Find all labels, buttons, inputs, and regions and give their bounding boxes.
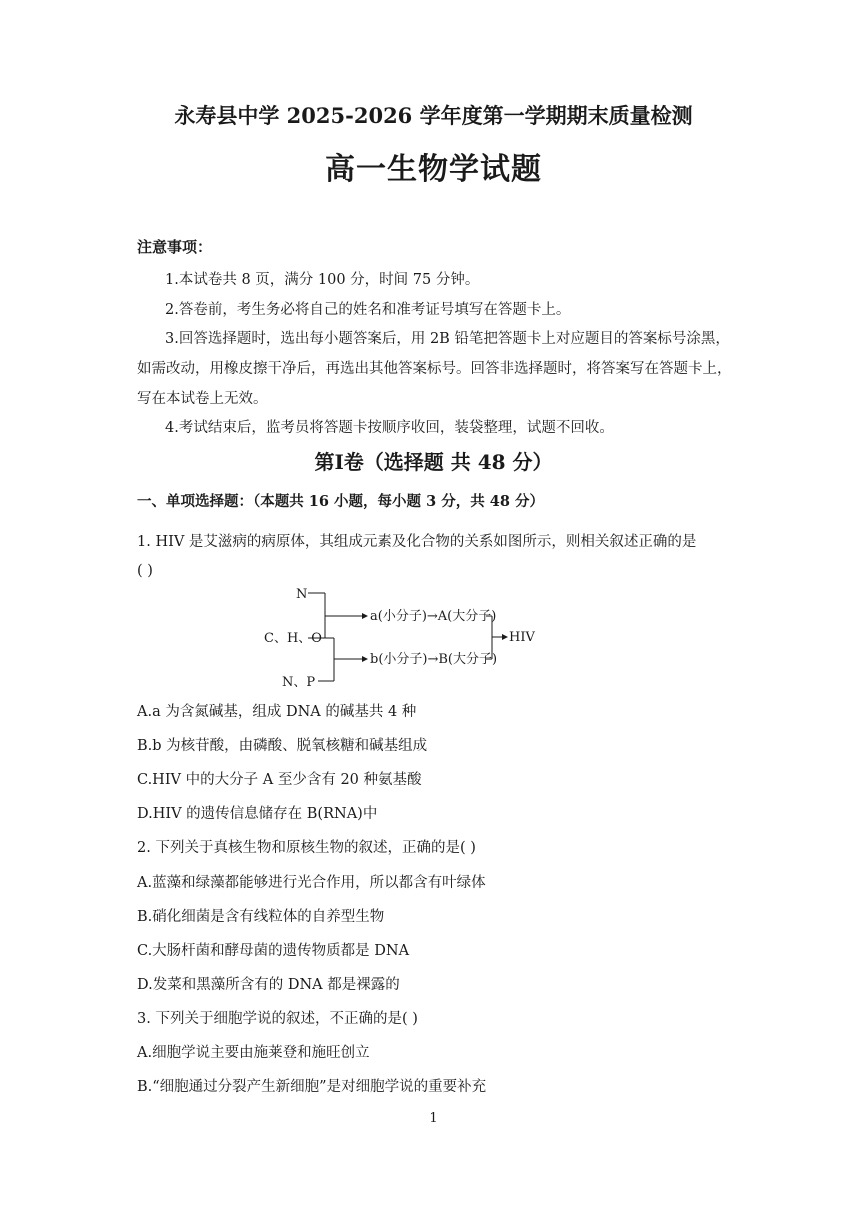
notice-item-3-line-3: 写在本试卷上无效。	[137, 391, 268, 407]
question-1-stem: 1. HIV 是艾滋病的病原体，其组成元素及化合物的关系如图所示，则相关叙述正确的是	[137, 534, 697, 550]
question-3-option-a: A.细胞学说主要由施莱登和施旺创立	[137, 1045, 370, 1061]
diagram-label-np: N、P	[282, 675, 316, 690]
question-1-option-a: A.a 为含氮碱基，组成 DNA 的碱基共 4 种	[137, 704, 417, 720]
diagram-label-hiv: HIV	[509, 630, 535, 645]
diagram-label-cho: C、H、O	[264, 631, 322, 646]
notice-item-1: 1.本试卷共 8 页，满分 100 分，时间 75 分钟。	[165, 272, 480, 288]
question-3-stem: 3. 下列关于细胞学说的叙述，不正确的是( )	[137, 1011, 418, 1027]
section-title: 第Ⅰ卷（选择题 共 48 分）	[314, 450, 553, 474]
question-3-option-b: B.“细胞通过分裂产生新细胞”是对细胞学说的重要补充	[137, 1079, 487, 1095]
diagram-row-a: a(小分子)→A(大分子)	[370, 609, 497, 624]
notice-item-2: 2.答卷前，考生务必将自己的姓名和准考证号填写在答题卡上。	[165, 302, 571, 318]
notice-item-3-line-1: 3.回答选择题时，选出每小题答案后，用 2B 铅笔把答题卡上对应题目的答案标号涂黑，	[165, 331, 730, 347]
part-title: 一、单项选择题：（本题共 16 小题，每小题 3 分，共 48 分）	[137, 493, 544, 510]
question-2-stem: 2. 下列关于真核生物和原核生物的叙述，正确的是( )	[137, 840, 476, 856]
question-2-option-a: A.蓝藻和绿藻都能够进行光合作用，所以都含有叶绿体	[137, 875, 486, 891]
notice-heading: 注意事项：	[137, 238, 213, 256]
question-2-option-b: B.硝化细菌是含有线粒体的自养型生物	[137, 909, 385, 925]
question-2-option-d: D.发菜和黑藻所含有的 DNA 都是裸露的	[137, 977, 400, 993]
school-exam-title: 永寿县中学 2025-2026 学年度第一学期期末质量检测	[174, 103, 693, 128]
question-1-option-c: C.HIV 中的大分子 A 至少含有 20 种氨基酸	[137, 772, 422, 788]
diagram-label-n: N	[296, 587, 308, 602]
page-number: 1	[429, 1111, 438, 1126]
diagram-row-b: b(小分子)→B(大分子)	[370, 652, 498, 667]
element-compound-diagram	[250, 580, 550, 690]
question-1-answer-bracket: ( )	[137, 563, 153, 579]
question-1-option-d: D.HIV 的遗传信息储存在 B(RNA)中	[137, 806, 378, 822]
notice-item-4: 4.考试结束后，监考员将答题卡按顺序收回，装袋整理，试题不回收。	[165, 420, 614, 436]
question-2-option-c: C.大肠杆菌和酵母菌的遗传物质都是 DNA	[137, 943, 410, 959]
notice-item-3-line-2: 如需改动，用橡皮擦干净后，再选出其他答案标号。回答非选择题时，将答案写在答题卡上，	[137, 361, 732, 377]
question-1-option-b: B.b 为核苷酸，由磷酸、脱氧核糖和碱基组成	[137, 738, 428, 754]
exam-subject-title: 高一生物学试题	[325, 152, 542, 187]
